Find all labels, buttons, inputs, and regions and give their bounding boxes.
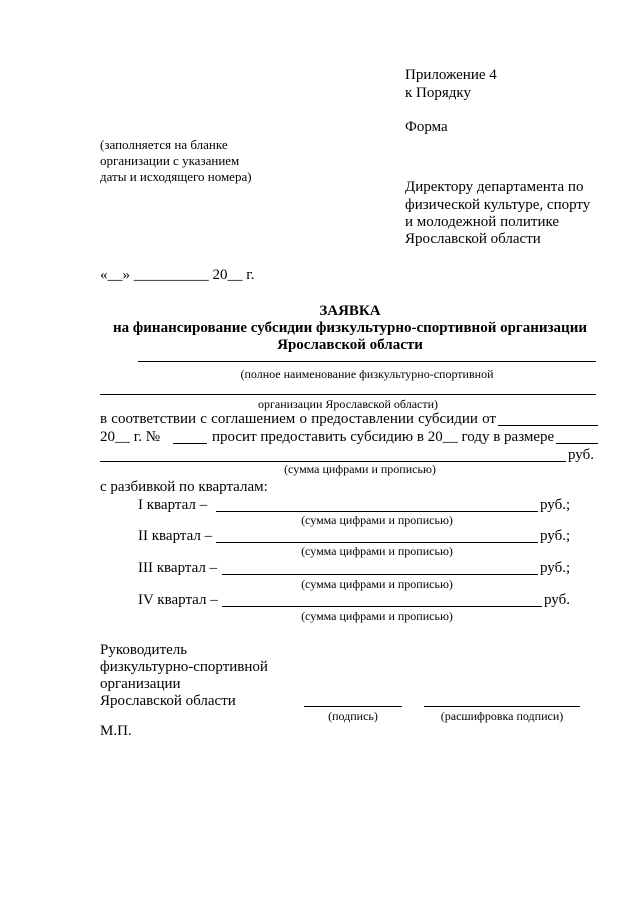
quarter-1-label: I квартал – [138, 497, 208, 513]
request-text: просит предоставить субсидию в 20__ году в размере [212, 429, 555, 445]
quarter-1-blank [216, 511, 538, 512]
agreement-year-number: 20__ г. № [100, 429, 161, 445]
date-line: «__» __________ 20__ г. [100, 267, 255, 283]
quarter-4-currency: руб. [544, 592, 570, 608]
quarter-3-currency: руб.; [540, 560, 571, 576]
signatory-line4: Ярославской области [100, 693, 236, 709]
signatory-line2: физкультурно-спортивной [100, 659, 268, 675]
blank-note-line2: организации с указанием [100, 153, 240, 168]
quarter-1-caption: (сумма цифрами и прописью) [301, 513, 453, 527]
signature-caption: (подпись) [328, 709, 378, 723]
quarter-1-currency: руб.; [540, 497, 571, 513]
agreement-date-blank [498, 425, 598, 426]
amount-currency: руб. [568, 447, 594, 463]
document-title: ЗАЯВКА [319, 303, 381, 319]
amount-blank-start [556, 443, 598, 444]
org-name-line1 [138, 361, 596, 362]
quarter-4-caption: (сумма цифрами и прописью) [301, 609, 453, 623]
org-name-caption1: (полное наименование физкультурно-спортивной [240, 367, 494, 381]
form-label: Форма [405, 119, 448, 135]
agreement-number-blank [173, 443, 207, 444]
addressee-line1: Директору департамента по [405, 179, 584, 195]
appendix-number: Приложение 4 [405, 67, 497, 83]
blank-note-line1: (заполняется на бланке [100, 137, 228, 152]
addressee-line3: и молодежной политике [405, 214, 560, 230]
quarter-3-label: III квартал – [138, 560, 218, 576]
blank-note-line3: даты и исходящего номера) [100, 169, 252, 184]
appendix-reference: к Порядку [405, 85, 471, 101]
quarter-2-caption: (сумма цифрами и прописью) [301, 544, 453, 558]
addressee-line2: физической культуре, спорту [405, 197, 591, 213]
quarter-2-currency: руб.; [540, 528, 571, 544]
signatory-line1: Руководитель [100, 642, 188, 658]
stamp-place: М.П. [100, 723, 132, 739]
quarter-2-blank [216, 542, 538, 543]
document-subtitle-region: Ярославской области [277, 337, 423, 353]
addressee-line4: Ярославской области [405, 231, 541, 247]
org-name-line2 [100, 394, 596, 395]
signature-decode-blank [424, 706, 580, 707]
quarter-3-caption: (сумма цифрами и прописью) [301, 577, 453, 591]
quarter-2-label: II квартал – [138, 528, 213, 544]
quarter-4-label: IV квартал – [138, 592, 218, 608]
org-name-caption2: организации Ярославской области) [257, 397, 439, 411]
document-subtitle: на финансирование субсидии физкультурно-спортивной организации [113, 320, 587, 336]
agreement-text: в соответствии с соглашением о предоставлении субсидии от [100, 411, 496, 427]
signature-blank [304, 706, 402, 707]
amount-caption: (сумма цифрами и прописью) [284, 462, 436, 476]
quarter-4-blank [222, 606, 542, 607]
quarter-3-blank [222, 574, 538, 575]
signatory-line3: организации [100, 676, 181, 692]
signature-decode-caption: (расшифровка подписи) [440, 709, 564, 723]
breakdown-label: с разбивкой по кварталам: [100, 479, 268, 495]
